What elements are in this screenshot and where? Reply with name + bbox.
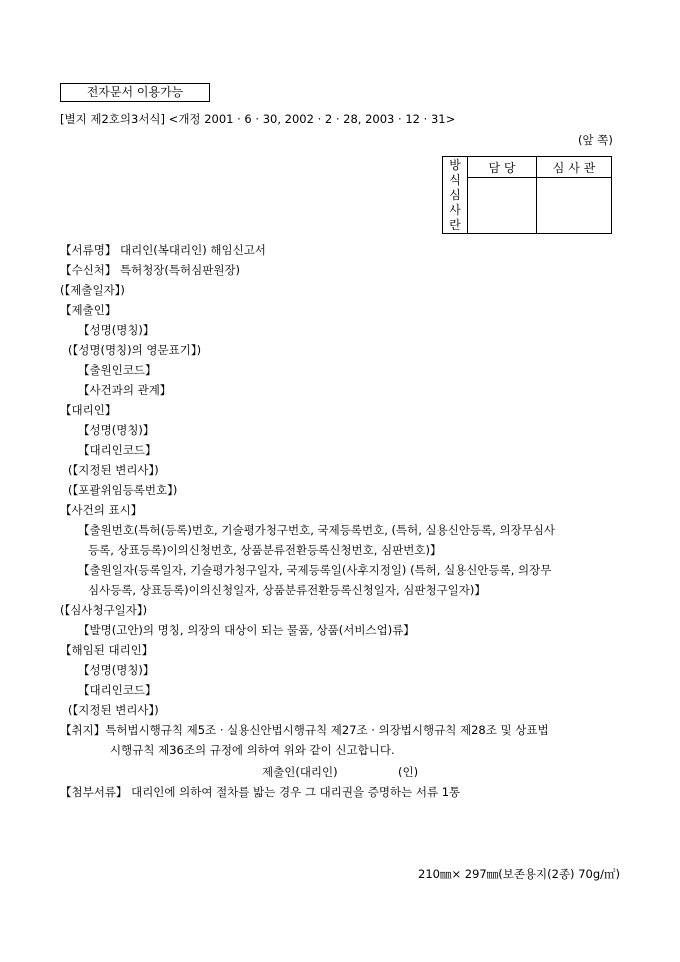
approval-col-examiner: 심 사 관 xyxy=(537,157,612,178)
recipient-row: 【수신처】 특허청장(특허심판원장) xyxy=(60,263,241,277)
trial-date: (【심사청구일자】) xyxy=(60,603,148,617)
seal-mark: (인) xyxy=(398,765,419,779)
agent-designated: (【지정된 변리사】) xyxy=(68,463,159,477)
approval-table xyxy=(442,156,612,234)
agent-code: 【대리인코드】 xyxy=(78,443,157,457)
submitter-name-en: (【성명(명칭)의 영문표기】) xyxy=(68,343,202,357)
submit-date: (【제출일자】) xyxy=(60,283,125,297)
page-side: (앞 쪽) xyxy=(578,133,613,147)
agent-blanket: (【포괄위임등록번호】) xyxy=(68,483,178,497)
case-indication: 【사건의 표시】 xyxy=(60,503,143,517)
purpose-line1: 【취지】특허법시행규칙 제5조 · 실용신안법시행규칙 제27조 · 의장법시행규칙 제28조 및 상표법 xyxy=(60,723,549,737)
agent-name: 【성명(명칭)】 xyxy=(78,423,155,437)
doc-name-row: 【서류명】 대리인(복대리인) 해임신고서 xyxy=(60,243,266,257)
approval-cell-examiner xyxy=(537,178,612,234)
submitter-code: 【출원인코드】 xyxy=(78,363,157,377)
invention-name: 【발명(고안)의 명칭, 의장의 대상이 되는 물품, 상품(서비스업)류】 xyxy=(78,623,415,637)
approval-side-label: 방 식 심 사 란 xyxy=(443,157,468,234)
case-date-line1: 【출원일자(등록일자, 기술평가청구일자, 국제등록일(사후지정일) (특허, 실용신안등록, 의장무 xyxy=(78,563,552,577)
dismissed-name: 【성명(명칭)】 xyxy=(78,663,155,677)
electronic-document-label: 전자문서 이용가능 xyxy=(60,83,210,102)
case-date-line2: 심사등록, 상표등록)이의신청일자, 상품분류전환등록신청일자, 심판청구일자)】 xyxy=(88,583,486,597)
attachments-row: 【첨부서류】 대리인에 의하여 절차를 밟는 경우 그 대리권을 증명하는 서류 1통 xyxy=(60,785,461,799)
submitter-name: 【성명(명칭)】 xyxy=(78,323,155,337)
form-header: [별지 제2호의3서식] <개정 2001 · 6 · 30, 2002 · 2 · 28, 2003 · 12 · 31> xyxy=(60,112,456,126)
submitter-relation: 【사건과의 관계】 xyxy=(78,383,172,397)
dismissed-designated: (【지정된 변리사】) xyxy=(68,703,159,717)
approval-cell-charge xyxy=(468,178,537,234)
paper-spec: 210㎜× 297㎜(보존용지(2종) 70g/㎡) xyxy=(418,867,620,881)
case-number-line2: 등록, 상표등록)이의신청번호, 상품분류전환등록신청번호, 심판번호)】 xyxy=(88,543,442,557)
purpose-line2: 시행규칙 제36조의 규정에 의하여 위와 같이 신고합니다. xyxy=(110,743,395,757)
dismissed-code: 【대리인코드】 xyxy=(78,683,157,697)
agent: 【대리인】 xyxy=(60,403,117,417)
case-number-line1: 【출원번호(특허(등록)번호, 기술평가청구번호, 국제등록번호, (특허, 실용신안등록, 의장무심사 xyxy=(78,523,556,537)
dismissed-agent: 【해임된 대리인】 xyxy=(60,643,154,657)
submitter: 【제출인】 xyxy=(60,303,117,317)
signer: 제출인(대리인) xyxy=(262,765,338,779)
approval-col-charge: 담 당 xyxy=(468,157,537,178)
